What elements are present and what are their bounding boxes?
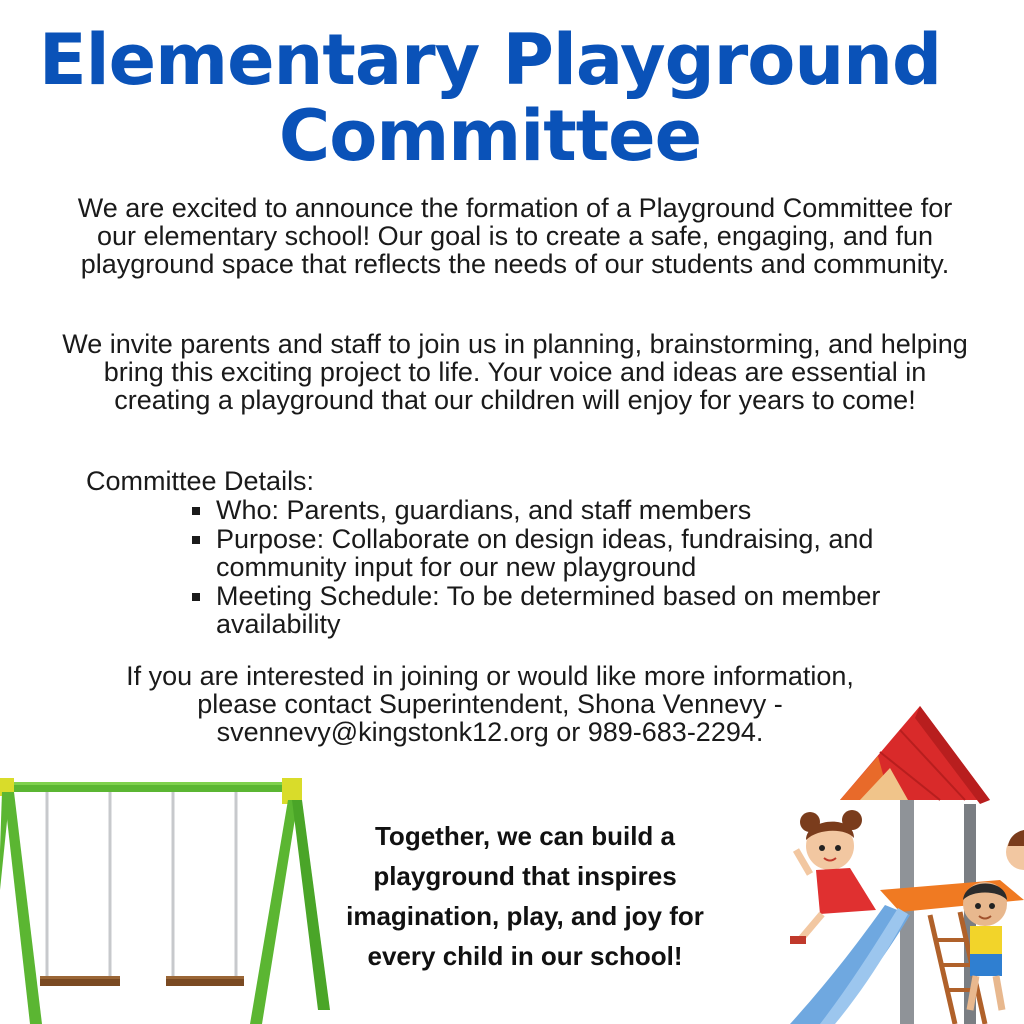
- playground-slide-icon: [780, 700, 1024, 1024]
- intro-paragraph-1: We are excited to announce the formation of a Playground Committee for our elementary school! Our goal is to create a safe, engaging, and fun playground space that reflects the needs of our students and community.: [77, 193, 953, 279]
- page-title: [0, 19, 980, 177]
- swing-set-icon: [0, 770, 340, 1024]
- title-line-1: Elementary Playground: [38, 19, 942, 101]
- detail-meeting-schedule: Meeting Schedule: To be determined based on member availability: [216, 581, 881, 639]
- list-item: [190, 496, 950, 524]
- intro-paragraph-2: We invite parents and staff to join us in planning, brainstorming, and helping bring this exciting project to life. Your voice and ideas are essential in creating a playground that our children will enjoy for years to come!: [62, 329, 968, 415]
- detail-who: Who: Parents, guardians, and staff members: [216, 495, 752, 525]
- square-bullet-icon: [192, 593, 200, 601]
- detail-purpose: Purpose: Collaborate on design ideas, fundraising, and community input for our new playground: [216, 524, 874, 582]
- square-bullet-icon: [192, 507, 200, 515]
- contact-paragraph: If you are interested in joining or would like more information, please contact Superintendent, Shona Vennevy - svennevy@kingstonk12.org or 989-683-2294.: [126, 661, 854, 747]
- title-line-2: Committee: [278, 95, 702, 177]
- list-item: [190, 582, 950, 638]
- list-item: [190, 525, 950, 581]
- committee-details-heading: Committee Details:: [86, 466, 315, 496]
- committee-details-list: [190, 496, 950, 639]
- closing-statement: Together, we can build a playground that inspires imagination, play, and joy for every child in our school!: [346, 821, 704, 971]
- square-bullet-icon: [192, 536, 200, 544]
